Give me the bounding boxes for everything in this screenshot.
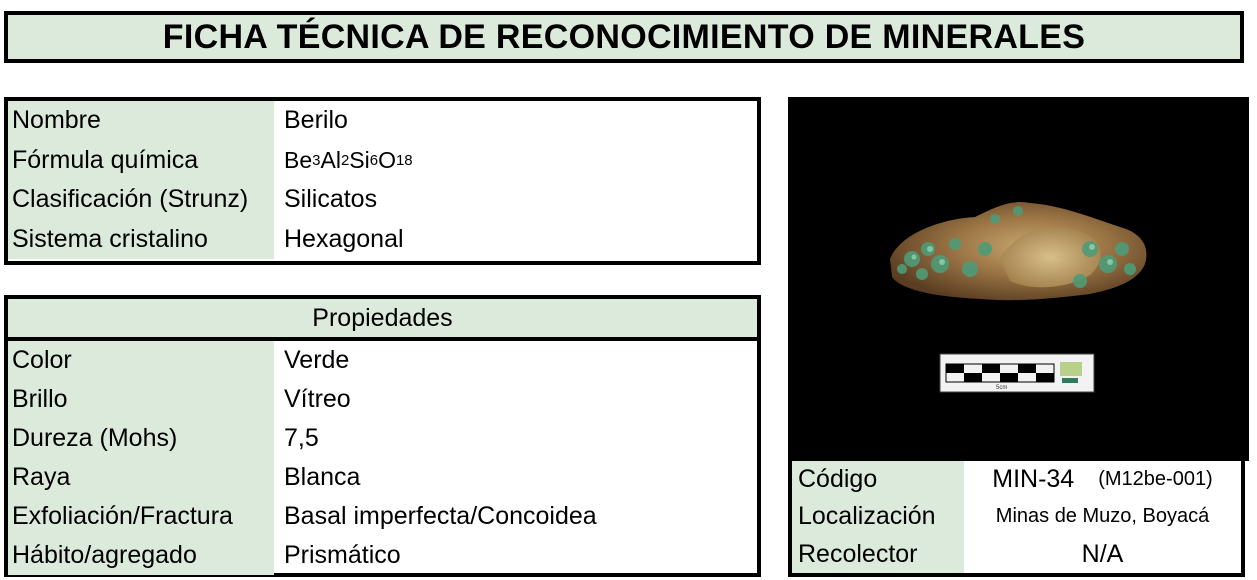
- label-crystal-system: Sistema cristalino: [8, 220, 274, 260]
- label-classification: Clasificación (Strunz): [8, 180, 274, 220]
- prop-row: [8, 497, 757, 536]
- code-main: MIN-34: [992, 465, 1075, 494]
- prop-value: Verde: [284, 346, 350, 374]
- prop-label: Color: [8, 341, 274, 380]
- prop-value: Vítreo: [284, 385, 351, 413]
- row-location: [792, 498, 1241, 535]
- row-formula: [8, 141, 757, 181]
- label-formula: Fórmula química: [8, 141, 274, 181]
- formula-sub-al: 2: [340, 151, 350, 169]
- properties-table: [4, 295, 761, 577]
- sample-info-table: [788, 457, 1245, 577]
- value-crystal-system: Hexagonal: [284, 224, 404, 253]
- value-formula: [274, 141, 757, 181]
- specimen-photo: [788, 97, 1249, 461]
- prop-row: [8, 458, 757, 497]
- label-name: Nombre: [8, 101, 274, 141]
- label-location: Localización: [792, 498, 964, 535]
- formula-sub-o: 18: [395, 151, 413, 169]
- formula-sub-si: 6: [369, 151, 379, 169]
- formula-sub-be: 3: [312, 151, 321, 169]
- prop-label: Exfoliación/Fractura: [8, 497, 274, 536]
- formula-el-si: Si: [349, 146, 370, 173]
- prop-value: Basal imperfecta/Concoidea: [284, 502, 597, 530]
- prop-row: [8, 341, 757, 380]
- value-code: [964, 461, 1241, 498]
- row-code: [792, 461, 1241, 498]
- value-location: Minas de Muzo, Boyacá: [995, 505, 1210, 528]
- prop-label: Brillo: [8, 380, 274, 419]
- label-code: Código: [792, 461, 964, 498]
- row-collector: [792, 536, 1241, 573]
- row-name: [8, 101, 757, 141]
- value-collector: N/A: [1081, 539, 1124, 568]
- prop-label: Dureza (Mohs): [8, 419, 274, 458]
- prop-label: Raya: [8, 458, 274, 497]
- row-classification: [8, 180, 757, 220]
- value-name: Berilo: [284, 106, 348, 135]
- label-collector: Recolector: [792, 536, 964, 573]
- scale-bar: [940, 354, 1094, 392]
- prop-value: Prismático: [284, 541, 401, 569]
- formula-el-be: Be: [284, 146, 313, 173]
- properties-header: Propiedades: [8, 299, 757, 341]
- prop-row: [8, 419, 757, 458]
- value-classification: Silicatos: [284, 185, 378, 214]
- scale-label: 5cm: [996, 385, 1008, 391]
- prop-row: [8, 380, 757, 419]
- specimen-image: [790, 99, 1247, 459]
- prop-value: 7,5: [284, 424, 319, 452]
- sheet-title: FICHA TÉCNICA DE RECONOCIMIENTO DE MINERALES: [4, 11, 1244, 63]
- prop-label: Hábito/agregado: [8, 536, 274, 575]
- row-crystal-system: [8, 220, 757, 260]
- general-info-table: [4, 97, 761, 265]
- formula-el-o: O: [378, 146, 396, 173]
- code-sub: (M12be-001): [1098, 468, 1213, 491]
- formula-el-al: Al: [320, 146, 341, 173]
- prop-row: [8, 536, 757, 575]
- prop-value: Blanca: [284, 463, 361, 491]
